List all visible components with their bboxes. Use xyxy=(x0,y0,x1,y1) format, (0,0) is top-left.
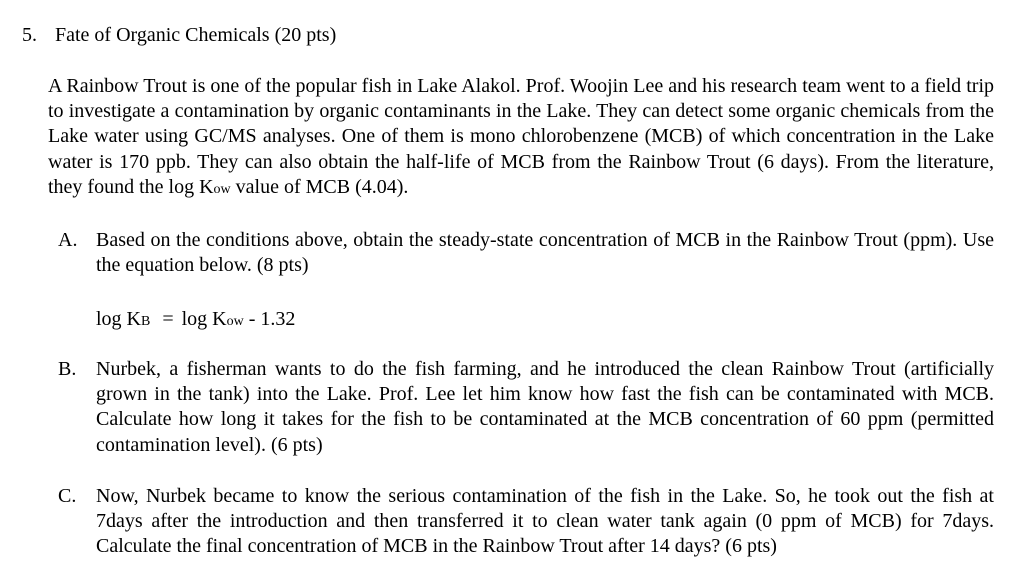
part-b xyxy=(58,357,994,458)
part-a-text: Based on the conditions above, obtain the steady-state concentration of MCB in the Rainbow Trout (ppm). Use the equation below. (8 pts) xyxy=(96,229,994,277)
part-a-letter: A. xyxy=(58,229,78,251)
equation-rhs: log K xyxy=(181,308,227,330)
equation-rhs-subscript: ow xyxy=(226,314,244,329)
part-b-text: Nurbek, a fisherman wants to do the fish farming, and he introduced the clean Rainbow Trout (artificially grown in the tank) into the Lake. Prof. Lee let him know how fast the fish can be contaminated with MCB. Calculate how long it takes for the fish to be contaminated at the MCB concentration of 60 ppm (permitted contamination level). (6 pts) xyxy=(96,358,994,456)
part-b-letter: B. xyxy=(58,358,77,380)
part-c-letter: C. xyxy=(58,485,77,507)
kb-equation xyxy=(96,306,295,335)
part-c xyxy=(58,484,994,560)
equation-lhs-subscript: B xyxy=(141,314,151,329)
intro-kow-subscript: ow xyxy=(213,181,231,197)
part-a xyxy=(58,228,994,278)
question-heading xyxy=(22,22,336,48)
equation-equals: = xyxy=(162,308,174,330)
question-title: Fate of Organic Chemicals (20 pts) xyxy=(55,24,337,46)
equation-rhs-constant: - 1.32 xyxy=(243,308,296,330)
intro-text: A Rainbow Trout is one of the popular fish in Lake Alakol. Prof. Woojin Lee and his research team went to a field trip to investigate a contamination by organic contaminants in the Lake. They can detect some organic chemicals from the Lake water using GC/MS analyses. One of them is mono chlorobenzene (MCB) of which concentration in the Lake water is 170 ppb. They can also obtain the half-life of MCB from the Rainbow Trout (6 days). From the literature, they found the log K xyxy=(48,75,994,198)
equation-lhs: log K xyxy=(96,308,141,330)
part-c-text: Now, Nurbek became to know the serious contamination of the fish in the Lake. So, he took out the fish at 7days after the introduction and then transferred it to clean water tank again (0 ppm of MCB) for 7days. Calculate the final concentration of MCB in the Rainbow Trout after 14 days? (6 pts) xyxy=(96,485,994,558)
question-number: 5. xyxy=(22,24,37,46)
intro-paragraph xyxy=(48,74,994,202)
intro-text-end: value of MCB (4.04). xyxy=(230,175,409,198)
